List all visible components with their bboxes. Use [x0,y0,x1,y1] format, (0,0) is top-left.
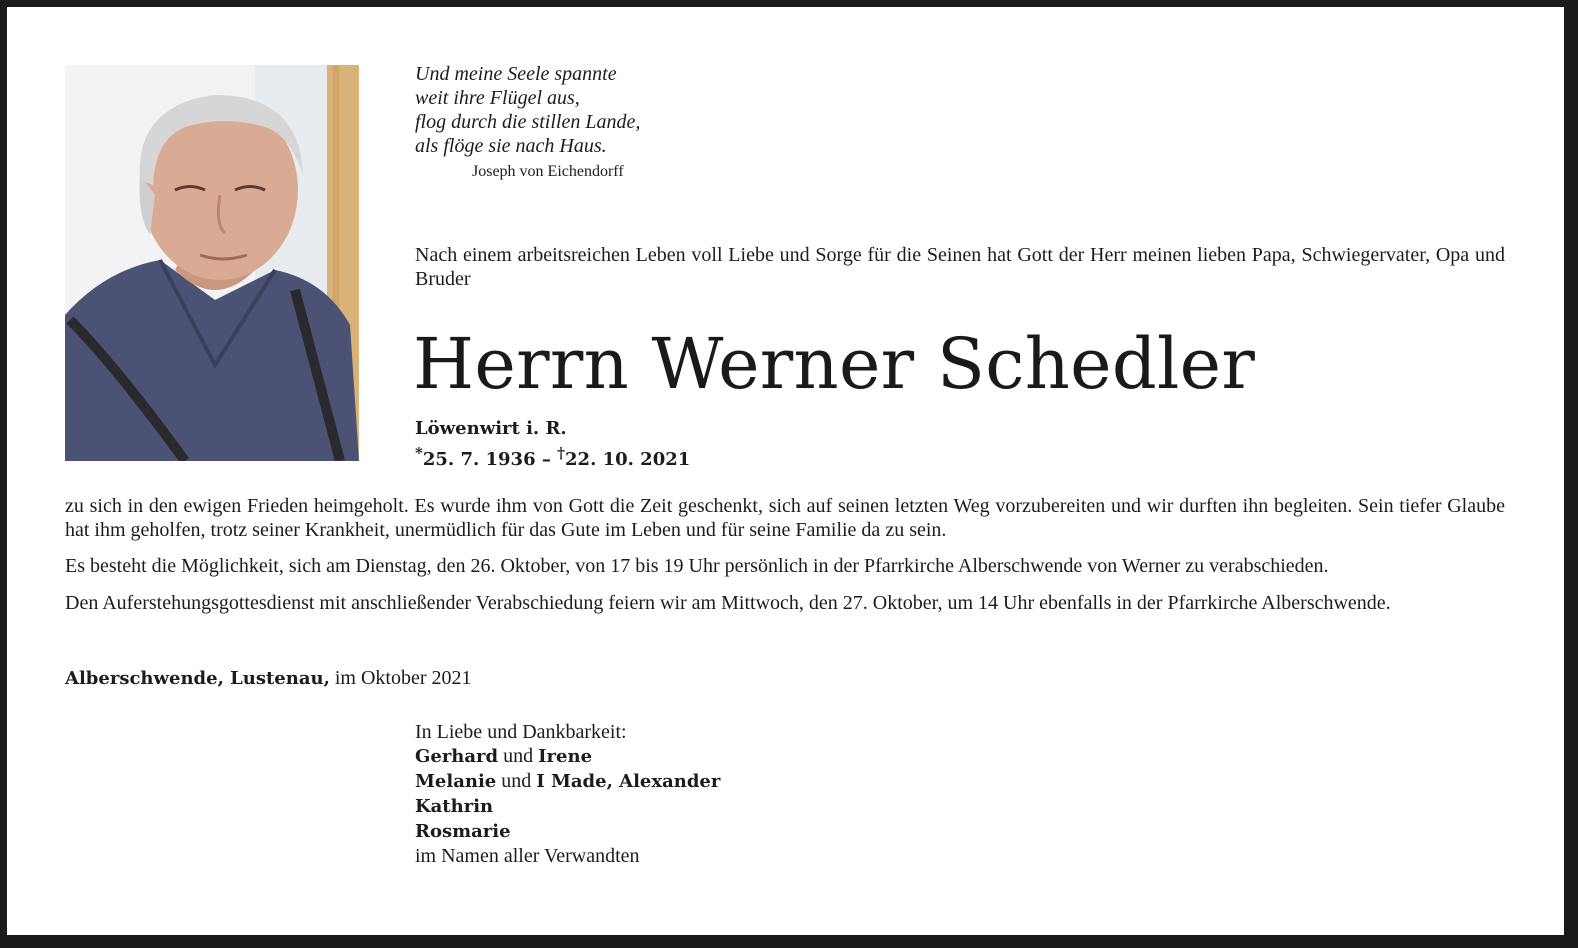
signer-name: Melanie [415,771,497,792]
place-date-line [65,666,472,691]
death-mark: † [557,444,566,462]
birth-date: 25. 7. 1936 [422,449,536,470]
deceased-name: Herrn Werner Schedler [413,323,1256,405]
place-locations: Alberschwende, Lustenau, [65,668,330,689]
signer-name: Kathrin [415,796,494,817]
poem-line: flog durch die stillen Lande, [415,111,641,133]
place-date: im Oktober 2021 [334,667,472,689]
poem-quote [415,62,640,158]
poem-line: als flöge sie nach Haus. [415,135,607,157]
signer-name: Irene [538,746,593,767]
signers-closing: im Namen aller Verwandten [415,845,640,867]
intro-text: Nach einem arbeitsreichen Leben voll Liebe und Sorge für die Seinen hat Gott der Herr meinen lieben Papa, Schwiegervater, Opa und Bruder [415,244,1505,290]
obituary-notice [7,7,1564,935]
death-date: 22. 10. 2021 [565,449,691,470]
portrait-image [65,65,359,461]
life-dates [415,441,690,472]
signer-conj: und [503,745,534,767]
deceased-occupation: Löwenwirt i. R. [415,418,567,439]
poem-line: weit ihre Flügel aus, [415,87,580,109]
signer-name: I Made, Alexander [536,771,721,792]
body-paragraph: Es besteht die Möglichkeit, sich am Dienstag, den 26. Oktober, von 17 bis 19 Uhr persönlich in der Pfarrkirche Alberschwende von Werner zu verabschieden. [65,555,1329,577]
signer-row [415,819,720,844]
signer-name: Rosmarie [415,821,511,842]
signer-name: Gerhard [415,746,499,767]
signer-row [415,794,720,819]
body-paragraph: zu sich in den ewigen Frieden heimgeholt. Es wurde ihm von Gott die Zeit geschenkt, sich auf seinen letzten Weg vorzubereiten und wir durften ihn begleiten. Sein tiefer Glaube hat ihm geholfen, trotz seiner Krankheit, unermüdlich für das Gute im Leben und für seine Familie da zu sein. [65,495,1505,541]
birth-mark: * [415,444,423,462]
poem-line: Und meine Seele spannte [415,63,617,85]
body-paragraph: Den Auferstehungsgottesdienst mit anschließender Verabschiedung feiern wir am Mittwoch, den 27. Oktober, um 14 Uhr ebenfalls in der Pfarrkirche Alberschwende. [65,592,1391,614]
signer-row [415,744,720,769]
signers-block [415,720,720,868]
signer-row [415,769,720,794]
date-dash: – [535,449,558,470]
poem-author: Joseph von Eichendorff [472,163,624,180]
signers-heading: In Liebe und Dankbarkeit: [415,721,627,743]
signer-conj: und [501,770,532,792]
portrait-photo [65,65,359,461]
